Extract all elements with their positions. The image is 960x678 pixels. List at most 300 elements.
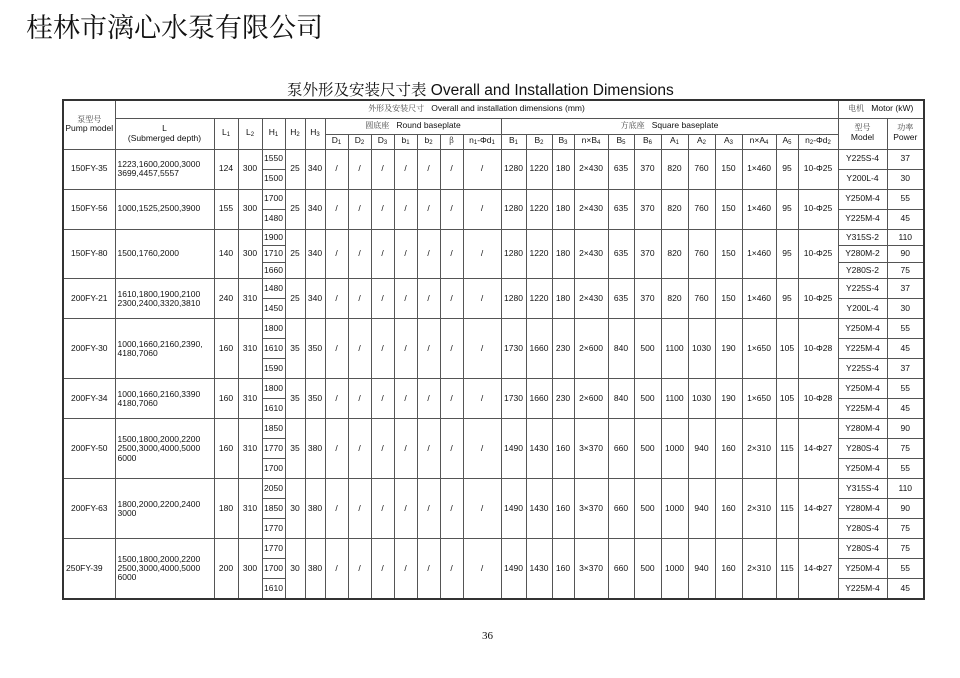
- col-header-b2-part: 2: [429, 140, 433, 147]
- col-header-A1-part: A: [669, 135, 676, 146]
- table-row: [63, 479, 924, 499]
- square-header-cn: 方底座: [620, 121, 645, 131]
- H2-cell: 35: [285, 379, 305, 419]
- motor-power-cell: 37: [887, 359, 924, 379]
- A3-cell: 190: [715, 319, 742, 379]
- A5-cell: 95: [776, 189, 798, 229]
- round-baseplate-cell: /: [463, 229, 501, 279]
- col-header-B5-part: B: [616, 135, 623, 146]
- col-header-nA4-part: n×A: [749, 135, 766, 146]
- A1-cell: 1100: [661, 319, 688, 379]
- B1-cell: 1490: [501, 419, 526, 479]
- n2-cell: 14-Φ27: [798, 419, 838, 479]
- round-baseplate-cell: /: [463, 539, 501, 599]
- round-baseplate-cell: /: [440, 189, 463, 229]
- A2-cell: 940: [688, 419, 715, 479]
- col-header-D1-part: D: [331, 135, 338, 146]
- A2-cell: 1030: [688, 319, 715, 379]
- submerged-depth-line: 3000: [117, 507, 137, 518]
- round-baseplate-cell: /: [371, 189, 394, 229]
- n2-cell: 10-Φ25: [798, 189, 838, 229]
- col-header-nA4: [742, 134, 776, 149]
- H1-cell: 1850: [262, 499, 285, 519]
- pump-model-cell: 150FY-80: [63, 229, 115, 279]
- col-header-nB4-part: 4: [597, 140, 601, 147]
- round-baseplate-cell: /: [348, 279, 371, 319]
- H3-cell: 350: [305, 319, 325, 379]
- table-row: [63, 539, 924, 559]
- round-baseplate-cell: /: [394, 189, 417, 229]
- B3-cell: 180: [552, 229, 574, 279]
- B3-cell: 180: [552, 279, 574, 319]
- B6-cell: 370: [634, 189, 661, 229]
- B1-cell: 1730: [501, 379, 526, 419]
- B2-cell: 1220: [526, 149, 552, 189]
- B1-cell: 1730: [501, 319, 526, 379]
- n2-cell: 10-Φ28: [798, 319, 838, 379]
- model-header-en: Model: [850, 132, 875, 143]
- submerged-depth-cell: [115, 189, 214, 229]
- col-header-H2: [285, 118, 305, 149]
- nA4-cell: 1×650: [742, 319, 776, 379]
- H3-cell: 350: [305, 379, 325, 419]
- A1-cell: 820: [661, 229, 688, 279]
- A5-cell: 105: [776, 379, 798, 419]
- overall-header-cn: 外形及安装尺寸: [368, 104, 425, 114]
- submerged-depth-line: 1800,2000,2200,2400: [117, 498, 201, 509]
- pump-model-cell: 150FY-56: [63, 189, 115, 229]
- B2-cell: 1430: [526, 419, 552, 479]
- col-header-A2-part: 2: [702, 140, 706, 147]
- H1-cell: 1770: [262, 539, 285, 559]
- round-baseplate-cell: /: [440, 229, 463, 279]
- round-baseplate-cell: /: [371, 379, 394, 419]
- A2-cell: 760: [688, 189, 715, 229]
- pump-model-cell: 200FY-63: [63, 479, 115, 539]
- B6-cell: 370: [634, 149, 661, 189]
- nA4-cell: 1×460: [742, 189, 776, 229]
- round-baseplate-cell: /: [394, 149, 417, 189]
- col-header-B6: [634, 134, 661, 149]
- B5-cell: 840: [608, 379, 634, 419]
- motor-power-cell: 37: [887, 149, 924, 169]
- square-baseplate-header: [501, 118, 838, 134]
- submerged-depth-cell: [115, 229, 214, 279]
- round-baseplate-cell: /: [394, 229, 417, 279]
- round-baseplate-cell: /: [463, 319, 501, 379]
- round-baseplate-cell: /: [371, 419, 394, 479]
- H2-cell: 30: [285, 539, 305, 599]
- model-header-cn: 型号: [854, 123, 871, 133]
- round-baseplate-cell: /: [463, 419, 501, 479]
- A5-cell: 115: [776, 479, 798, 539]
- B2-cell: 1430: [526, 479, 552, 539]
- col-header-A5-part: A: [782, 135, 789, 146]
- motor-model-cell: Y315S-4: [838, 479, 887, 499]
- col-header-B3-part: B: [558, 135, 565, 146]
- col-header-B1: [501, 134, 526, 149]
- round-baseplate-cell: /: [348, 379, 371, 419]
- A5-cell: 105: [776, 319, 798, 379]
- B3-cell: 160: [552, 539, 574, 599]
- nB4-cell: 2×430: [574, 189, 608, 229]
- motor-power-cell: 55: [887, 459, 924, 479]
- H3-cell: 380: [305, 419, 325, 479]
- submerged-depth-cell: [115, 149, 214, 189]
- L1-cell: 180: [214, 479, 238, 539]
- motor-model-cell: Y225S-4: [838, 359, 887, 379]
- col-header-B6-part: 6: [648, 140, 652, 147]
- L1-cell: 160: [214, 319, 238, 379]
- L2-cell: 310: [238, 319, 262, 379]
- round-baseplate-cell: /: [371, 149, 394, 189]
- motor-model-cell: Y280S-4: [838, 539, 887, 559]
- B3-cell: 160: [552, 479, 574, 539]
- A2-cell: 940: [688, 479, 715, 539]
- A1-cell: 820: [661, 149, 688, 189]
- round-baseplate-cell: /: [348, 479, 371, 539]
- motor-power-cell: 55: [887, 189, 924, 209]
- power-header-en: Power: [893, 132, 918, 143]
- n2-cell: 10-Φ25: [798, 279, 838, 319]
- A1-cell: 820: [661, 279, 688, 319]
- B5-cell: 635: [608, 279, 634, 319]
- col-header-D3-part: 3: [383, 140, 388, 147]
- pump-model-header-en: Pump model: [65, 123, 114, 134]
- col-header-n2-part: -Φd: [813, 135, 828, 146]
- submerged-depth-line: 6000: [117, 572, 137, 583]
- motor-power-cell: 45: [887, 399, 924, 419]
- col-header-D3-part: D: [377, 135, 384, 146]
- H2-cell: 35: [285, 419, 305, 479]
- B2-cell: 1220: [526, 279, 552, 319]
- col-header-L1-part: L: [221, 127, 227, 138]
- B2-cell: 1220: [526, 229, 552, 279]
- col-header-B6-part: B: [642, 135, 649, 146]
- col-header-b1: [394, 134, 417, 149]
- H1-cell: 1590: [262, 359, 285, 379]
- H1-cell: 1700: [262, 559, 285, 579]
- nA4-cell: 1×460: [742, 149, 776, 189]
- round-baseplate-cell: /: [325, 539, 348, 599]
- round-baseplate-cell: /: [394, 319, 417, 379]
- submerged-depth-line: 2500,3000,4000,5000: [117, 443, 201, 454]
- A1-cell: 820: [661, 189, 688, 229]
- submerged-depth-cell: [115, 379, 214, 419]
- B1-cell: 1280: [501, 229, 526, 279]
- col-header-A3-part: 3: [729, 140, 733, 147]
- B2-cell: 1660: [526, 319, 552, 379]
- col-header-n2-part: n: [805, 135, 810, 146]
- col-header-A2-part: A: [696, 135, 703, 146]
- B3-cell: 180: [552, 149, 574, 189]
- col-header-L1: [214, 118, 238, 149]
- round-baseplate-cell: /: [325, 229, 348, 279]
- col-header-B3: [552, 134, 574, 149]
- submerged-depth-line: 3699,4457,5557: [117, 168, 179, 178]
- round-header-en: Round baseplate: [396, 120, 461, 131]
- submerged-depth-line: 1500,1760,2000: [117, 248, 179, 259]
- submerged-depth-line: 2300,2400,3320,3810: [117, 297, 201, 308]
- power-header-cn: 功率: [897, 123, 914, 133]
- n2-cell: 14-Φ27: [798, 479, 838, 539]
- round-baseplate-cell: /: [463, 479, 501, 539]
- submerged-depth-cell: [115, 479, 214, 539]
- B5-cell: 660: [608, 479, 634, 539]
- A1-cell: 1000: [661, 479, 688, 539]
- L1-cell: 240: [214, 279, 238, 319]
- round-baseplate-cell: /: [440, 379, 463, 419]
- submerged-depth-line: 4180,7060: [117, 347, 158, 358]
- round-baseplate-cell: /: [440, 479, 463, 539]
- B3-cell: 160: [552, 419, 574, 479]
- H2-cell: 25: [285, 229, 305, 279]
- B1-cell: 1490: [501, 479, 526, 539]
- submerged-depth-line: 6000: [117, 452, 137, 463]
- motor-power-cell: 90: [887, 419, 924, 439]
- col-header-nB4-part: n×B: [581, 135, 598, 146]
- round-baseplate-cell: /: [394, 379, 417, 419]
- motor-power-cell: 55: [887, 379, 924, 399]
- round-baseplate-cell: /: [325, 419, 348, 479]
- motor-model-cell: Y225S-4: [838, 279, 887, 299]
- A1-cell: 1000: [661, 419, 688, 479]
- L2-cell: 300: [238, 229, 262, 279]
- motor-power-cell: 110: [887, 229, 924, 246]
- A3-cell: 160: [715, 419, 742, 479]
- col-header-H3-part: 3: [316, 132, 320, 139]
- round-baseplate-cell: /: [325, 149, 348, 189]
- nB4-cell: 2×600: [574, 379, 608, 419]
- nB4-cell: 2×430: [574, 229, 608, 279]
- L2-cell: 310: [238, 279, 262, 319]
- round-baseplate-cell: /: [417, 189, 440, 229]
- round-baseplate-cell: /: [371, 539, 394, 599]
- motor-model-cell: Y225M-4: [838, 339, 887, 359]
- table-row: [63, 379, 924, 399]
- H1-cell: 1700: [262, 459, 285, 479]
- motor-model-cell: Y250M-4: [838, 559, 887, 579]
- submerged-depth-line: 1500,1800,2000,2200: [117, 433, 201, 444]
- col-header-D2-part: D: [354, 135, 361, 146]
- B1-cell: 1490: [501, 539, 526, 599]
- nA4-cell: 1×460: [742, 279, 776, 319]
- motor-model-cell: Y315S-2: [838, 229, 887, 246]
- nA4-cell: 1×650: [742, 379, 776, 419]
- nA4-cell: 1×460: [742, 229, 776, 279]
- L-header-main: L: [162, 123, 167, 134]
- A5-cell: 115: [776, 419, 798, 479]
- col-header-n2-part: 2: [809, 140, 814, 147]
- A5-cell: 95: [776, 229, 798, 279]
- round-baseplate-cell: /: [348, 319, 371, 379]
- A2-cell: 760: [688, 229, 715, 279]
- col-header-B2-part: B: [534, 135, 541, 146]
- pump-model-cell: 200FY-21: [63, 279, 115, 319]
- round-baseplate-cell: /: [348, 539, 371, 599]
- nA4-cell: 2×310: [742, 419, 776, 479]
- A3-cell: 150: [715, 189, 742, 229]
- H1-cell: 1610: [262, 579, 285, 599]
- nB4-cell: 2×430: [574, 279, 608, 319]
- col-header-n1: [463, 134, 501, 149]
- page-number: 36: [482, 630, 493, 642]
- motor-model-cell: Y250M-4: [838, 379, 887, 399]
- col-header-beta: β: [440, 134, 463, 149]
- col-header-H1: [262, 118, 285, 149]
- motor-power-cell: 75: [887, 519, 924, 539]
- motor-power-cell: 75: [887, 262, 924, 279]
- round-baseplate-cell: /: [440, 279, 463, 319]
- A3-cell: 190: [715, 379, 742, 419]
- col-header-H3-part: H: [310, 127, 317, 138]
- A3-cell: 150: [715, 229, 742, 279]
- motor-model-cell: Y280M-4: [838, 499, 887, 519]
- A2-cell: 1030: [688, 379, 715, 419]
- motor-model-cell: Y200L-4: [838, 299, 887, 319]
- submerged-depth-line: 1500,1800,2000,2200: [117, 553, 201, 564]
- L2-cell: 300: [238, 539, 262, 599]
- round-baseplate-cell: /: [440, 149, 463, 189]
- round-baseplate-cell: /: [348, 229, 371, 279]
- round-baseplate-cell: /: [348, 419, 371, 479]
- nB4-cell: 3×370: [574, 419, 608, 479]
- col-header-A1-part: 1: [675, 140, 679, 147]
- round-baseplate-cell: /: [394, 539, 417, 599]
- motor-model-cell: Y280M-4: [838, 419, 887, 439]
- motor-power-cell: 90: [887, 499, 924, 519]
- submerged-depth-line: 4180,7060: [117, 397, 158, 408]
- motor-power-cell: 45: [887, 209, 924, 229]
- col-header-H1-part: H: [268, 127, 275, 138]
- motor-power-cell: 45: [887, 579, 924, 599]
- B3-cell: 230: [552, 319, 574, 379]
- power-header: [887, 118, 924, 149]
- B3-cell: 230: [552, 379, 574, 419]
- col-header-B1-part: B: [508, 135, 515, 146]
- motor-power-cell: 90: [887, 246, 924, 263]
- B5-cell: 635: [608, 149, 634, 189]
- company-name: 桂林市漓心水泵有限公司: [26, 13, 323, 44]
- col-header-D2-part: 2: [360, 140, 365, 147]
- round-baseplate-cell: /: [417, 149, 440, 189]
- overall-dimensions-header: [115, 100, 838, 118]
- round-baseplate-cell: /: [417, 229, 440, 279]
- col-header-L2: [238, 118, 262, 149]
- B6-cell: 500: [634, 379, 661, 419]
- motor-model-cell: Y280S-4: [838, 519, 887, 539]
- pump-model-header-cn: 泵型号: [77, 114, 102, 124]
- round-baseplate-cell: /: [440, 319, 463, 379]
- round-baseplate-cell: /: [371, 319, 394, 379]
- col-header-H2-part: H: [290, 127, 297, 138]
- A3-cell: 150: [715, 279, 742, 319]
- col-header-b2: [417, 134, 440, 149]
- col-header-B2-part: 2: [540, 140, 544, 147]
- col-header-B3-part: 3: [564, 140, 568, 147]
- nA4-cell: 2×310: [742, 539, 776, 599]
- B6-cell: 500: [634, 479, 661, 539]
- table-row: [63, 319, 924, 339]
- H1-cell: 1480: [262, 279, 285, 299]
- nB4-cell: 3×370: [574, 539, 608, 599]
- motor-power-cell: 55: [887, 319, 924, 339]
- col-header-n1-part: 1: [491, 140, 495, 147]
- round-baseplate-cell: /: [417, 279, 440, 319]
- B2-cell: 1220: [526, 189, 552, 229]
- A2-cell: 760: [688, 149, 715, 189]
- round-baseplate-cell: /: [325, 189, 348, 229]
- B2-cell: 1430: [526, 539, 552, 599]
- round-header-cn: 圆底座: [365, 121, 390, 131]
- H1-cell: 1480: [262, 209, 285, 229]
- submerged-depth-cell: [115, 319, 214, 379]
- round-baseplate-cell: /: [463, 149, 501, 189]
- col-header-b2-part: b: [424, 135, 430, 146]
- overall-header-en: Overall and installation dimensions (mm): [431, 103, 585, 114]
- L1-cell: 160: [214, 419, 238, 479]
- pump-model-cell: 200FY-30: [63, 319, 115, 379]
- H2-cell: 25: [285, 279, 305, 319]
- nB4-cell: 2×600: [574, 319, 608, 379]
- nA4-cell: 2×310: [742, 479, 776, 539]
- submerged-depth-cell: [115, 419, 214, 479]
- round-baseplate-cell: /: [325, 379, 348, 419]
- L2-cell: 310: [238, 479, 262, 539]
- motor-model-cell: Y250M-4: [838, 189, 887, 209]
- motor-model-cell: Y250M-4: [838, 319, 887, 339]
- n2-cell: 10-Φ28: [798, 379, 838, 419]
- B5-cell: 635: [608, 189, 634, 229]
- col-header-L1-part: 1: [226, 132, 231, 139]
- col-header-n2: [798, 134, 838, 149]
- submerged-depth-line: 1000,1660,2160,3390: [117, 388, 201, 399]
- round-baseplate-cell: /: [348, 189, 371, 229]
- H1-cell: 1500: [262, 169, 285, 189]
- round-baseplate-cell: /: [348, 149, 371, 189]
- H1-cell: 1800: [262, 379, 285, 399]
- col-header-D1-part: 1: [337, 140, 342, 147]
- nB4-cell: 3×370: [574, 479, 608, 539]
- round-baseplate-cell: /: [394, 479, 417, 539]
- round-baseplate-cell: /: [417, 419, 440, 479]
- A5-cell: 95: [776, 149, 798, 189]
- L2-cell: 300: [238, 189, 262, 229]
- submerged-depth-cell: [115, 539, 214, 599]
- H2-cell: 25: [285, 149, 305, 189]
- A3-cell: 150: [715, 149, 742, 189]
- square-header-en: Square baseplate: [651, 120, 719, 131]
- table-body: [63, 149, 924, 599]
- col-header-nB4: [574, 134, 608, 149]
- H1-cell: 2050: [262, 479, 285, 499]
- table-row: [63, 419, 924, 439]
- H2-cell: 25: [285, 189, 305, 229]
- round-baseplate-cell: /: [371, 279, 394, 319]
- H1-cell: 1770: [262, 439, 285, 459]
- round-baseplate-cell: /: [325, 319, 348, 379]
- B6-cell: 500: [634, 539, 661, 599]
- B5-cell: 635: [608, 229, 634, 279]
- L1-cell: 160: [214, 379, 238, 419]
- col-header-B1-part: 1: [514, 140, 518, 147]
- motor-power-cell: 30: [887, 299, 924, 319]
- H1-cell: 1550: [262, 149, 285, 169]
- col-header-A2: [688, 134, 715, 149]
- round-baseplate-cell: /: [463, 279, 501, 319]
- col-header-A5-part: 5: [788, 140, 792, 147]
- motor-power-cell: 110: [887, 479, 924, 499]
